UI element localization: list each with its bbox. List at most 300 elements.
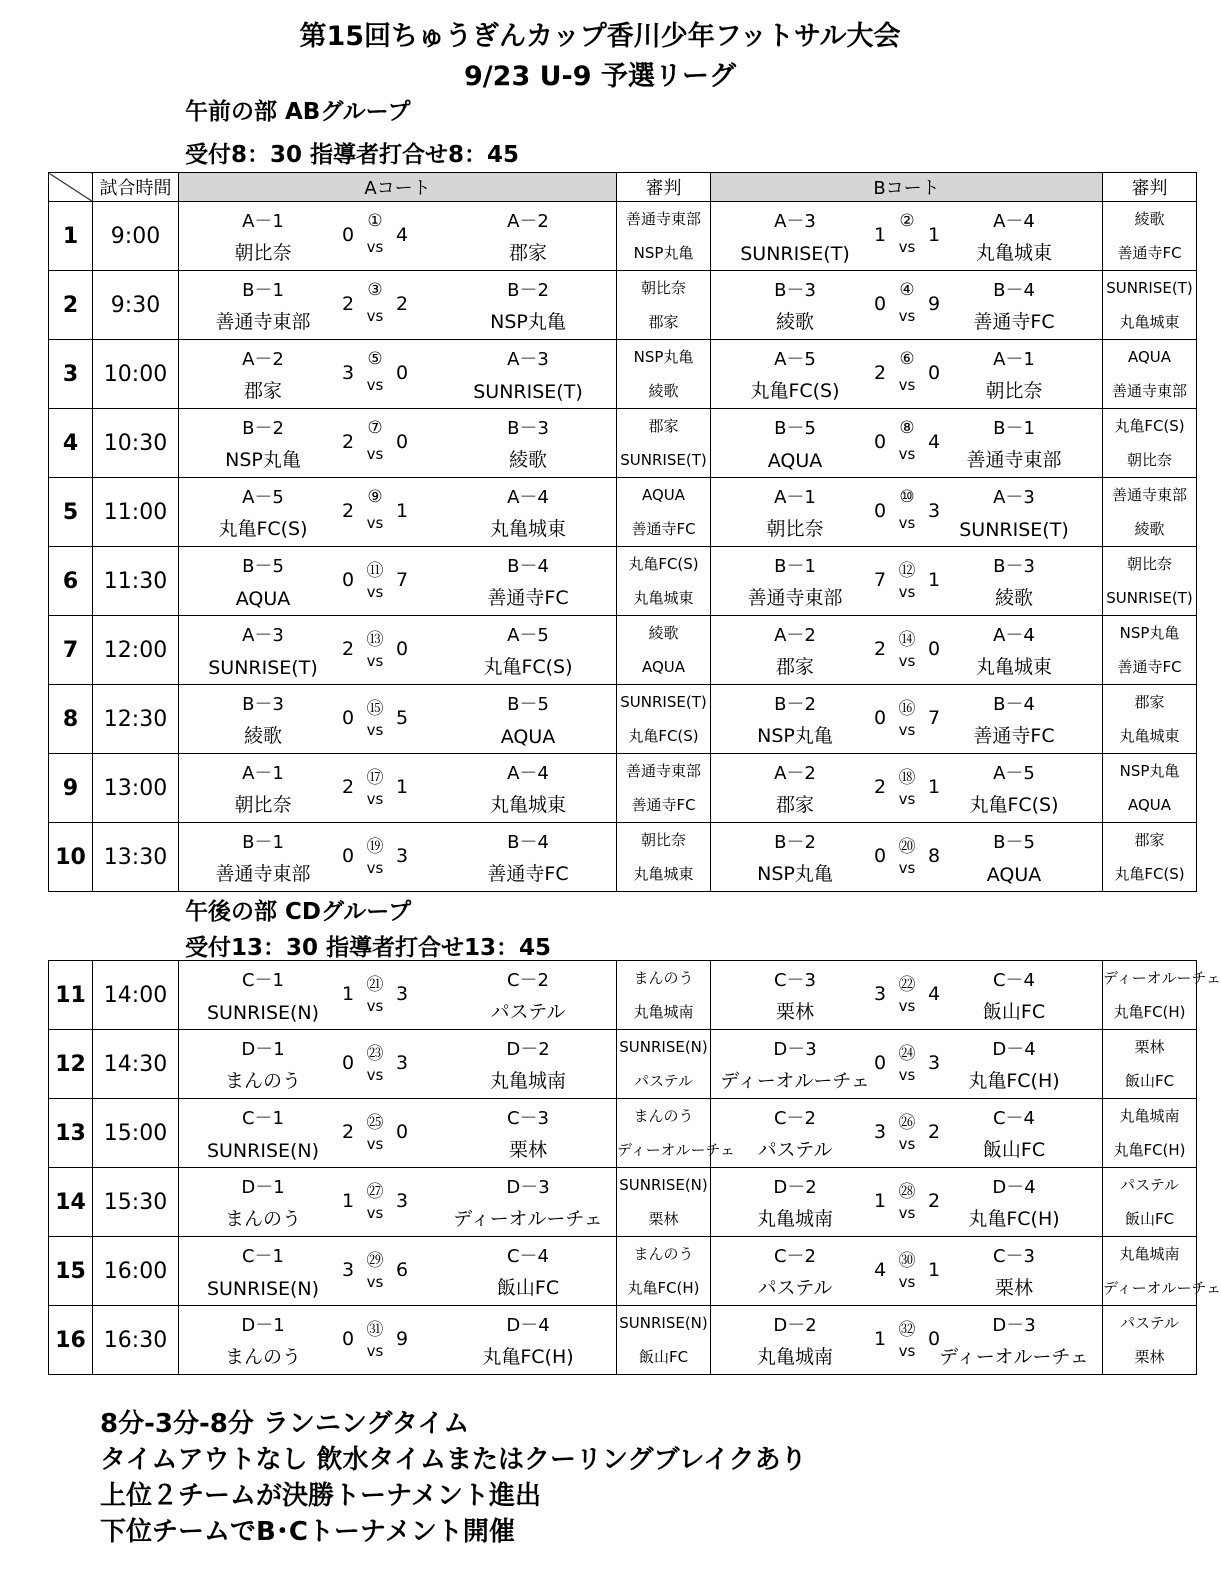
referee-2: 栗林	[1134, 1348, 1165, 1366]
vs-label: vs	[366, 997, 384, 1015]
home-score: 0	[873, 707, 887, 729]
court-match-cell	[711, 685, 1103, 754]
away-team: 丸亀FC(S)	[483, 656, 573, 678]
referee-2: 丸亀FC(S)	[1114, 865, 1185, 883]
court-match-cell	[179, 961, 617, 1030]
match-no: 3	[49, 340, 93, 409]
match-no: 8	[49, 685, 93, 754]
court-match-cell	[179, 1030, 617, 1099]
away-code: A－3	[507, 349, 549, 370]
away-score: 1	[927, 1259, 941, 1281]
referee-2: 丸亀城東	[1119, 727, 1180, 745]
referee-2: 善通寺FC	[631, 796, 696, 814]
match-number: ②	[899, 211, 915, 231]
diagonal-corner-cell	[49, 173, 93, 202]
match-time: 13:30	[93, 823, 179, 892]
referee-1: SUNRISE(N)	[619, 1038, 708, 1056]
referee-cell	[617, 1237, 711, 1306]
match-number: ⑬	[366, 630, 384, 650]
home-code: B－2	[242, 418, 284, 439]
court-match-cell	[179, 616, 617, 685]
match-row	[49, 478, 1197, 547]
referee-1: SUNRISE(T)	[620, 693, 707, 711]
away-code: B－5	[993, 832, 1035, 853]
home-score: 3	[873, 1121, 887, 1143]
court-match-cell	[179, 202, 617, 271]
referee-cell	[1103, 1099, 1197, 1168]
referee-1: 善通寺東部	[625, 210, 701, 228]
referee-1: まんのう	[633, 1107, 694, 1125]
away-score: 3	[395, 983, 409, 1005]
match-number: ㉔	[898, 1044, 916, 1064]
home-team: パステル	[757, 1139, 833, 1161]
vs-label: vs	[898, 859, 916, 877]
away-team: パステル	[490, 1001, 566, 1023]
away-score: 0	[395, 1121, 409, 1143]
home-code: C－2	[773, 1108, 817, 1129]
match-no: 4	[49, 409, 93, 478]
court-b-header: Bコート	[711, 173, 1103, 202]
away-score: 9	[395, 1328, 409, 1350]
home-team: 丸亀城南	[756, 1208, 833, 1230]
home-score: 0	[341, 707, 355, 729]
vs-label: vs	[366, 652, 384, 670]
away-code: D－2	[506, 1039, 550, 1060]
referee-cell	[1103, 271, 1197, 340]
referee-cell	[1103, 547, 1197, 616]
home-score: 2	[873, 638, 887, 660]
referee-cell	[1103, 409, 1197, 478]
home-team: まんのう	[224, 1346, 301, 1368]
match-number: ⑤	[367, 349, 383, 369]
referee-1: SUNRISE(N)	[619, 1176, 708, 1194]
home-team: 綾歌	[775, 311, 814, 333]
away-code: D－4	[506, 1315, 550, 1336]
match-row	[49, 271, 1197, 340]
court-match-cell	[179, 547, 617, 616]
match-row	[49, 547, 1197, 616]
court-match-cell	[179, 823, 617, 892]
home-code: A－1	[242, 211, 284, 232]
referee-cell	[1103, 823, 1197, 892]
match-no: 13	[49, 1099, 93, 1168]
home-score: 0	[341, 224, 355, 246]
referee-2: 善通寺FC	[1117, 244, 1182, 262]
home-code: D－2	[773, 1177, 817, 1198]
vs-label: vs	[898, 1066, 916, 1084]
referee-2: 飯山FC	[1124, 1210, 1175, 1228]
court-match-cell	[711, 1099, 1103, 1168]
home-team: 丸亀FC(S)	[218, 518, 308, 540]
vs-label: vs	[366, 238, 384, 256]
home-code: B－2	[774, 694, 816, 715]
away-team: 丸亀城東	[489, 518, 566, 540]
referee-1: パステル	[1120, 1176, 1179, 1194]
home-code: C－1	[241, 1108, 285, 1129]
match-row	[49, 1168, 1197, 1237]
court-match-cell	[711, 754, 1103, 823]
away-team: 綾歌	[994, 587, 1033, 609]
referee-1: NSP丸亀	[633, 348, 694, 366]
home-team: 綾歌	[243, 725, 282, 747]
home-score: 3	[341, 1259, 355, 1281]
referee-2: 綾歌	[648, 382, 679, 400]
home-team: ディーオルーチェ	[720, 1070, 870, 1092]
home-code: B－2	[774, 832, 816, 853]
home-team: まんのう	[224, 1208, 301, 1230]
referee-1: 綾歌	[648, 624, 679, 642]
away-team: NSP丸亀	[490, 311, 566, 333]
away-score: 6	[395, 1259, 409, 1281]
away-code: B－2	[507, 280, 549, 301]
home-score: 0	[341, 569, 355, 591]
match-number: ⑨	[367, 487, 383, 507]
home-team: NSP丸亀	[225, 449, 301, 471]
referee-1: 郡家	[1134, 831, 1165, 849]
away-team: ディーオルーチェ	[453, 1208, 603, 1230]
home-score: 3	[341, 362, 355, 384]
match-no: 6	[49, 547, 93, 616]
referee-1: 郡家	[648, 417, 679, 435]
away-team: 丸亀城東	[975, 656, 1052, 678]
referee-cell	[1103, 685, 1197, 754]
match-number: ⑭	[898, 630, 916, 650]
referee-2: 善通寺FC	[631, 520, 696, 538]
home-score: 2	[341, 431, 355, 453]
match-number: ㉘	[898, 1182, 916, 1202]
home-code: B－5	[774, 418, 816, 439]
home-code: B－3	[242, 694, 284, 715]
referee-cell	[617, 1168, 711, 1237]
away-score: 7	[927, 707, 941, 729]
match-time: 15:30	[93, 1168, 179, 1237]
vs-label: vs	[366, 859, 384, 877]
court-match-cell	[179, 1237, 617, 1306]
referee-1: 丸亀FC(S)	[1114, 417, 1185, 435]
match-row	[49, 685, 1197, 754]
home-code: B－3	[774, 280, 816, 301]
vs-label: vs	[366, 583, 384, 601]
away-team: 飯山FC	[982, 1001, 1046, 1023]
referee-cell	[617, 616, 711, 685]
referee-2: SUNRISE(T)	[1106, 589, 1193, 607]
match-number: ⑫	[898, 561, 916, 581]
court-match-cell	[179, 271, 617, 340]
away-score: 0	[395, 362, 409, 384]
referee-1: SUNRISE(N)	[619, 1314, 708, 1332]
away-code: A－4	[993, 211, 1035, 232]
away-team: 朝比奈	[985, 380, 1043, 402]
away-score: 2	[927, 1190, 941, 1212]
home-code: D－3	[773, 1039, 817, 1060]
away-team: AQUA	[986, 864, 1042, 886]
away-score: 0	[395, 638, 409, 660]
away-code: A－4	[507, 487, 549, 508]
home-team: NSP丸亀	[757, 863, 833, 885]
away-code: C－3	[506, 1108, 550, 1129]
match-number: ⑯	[898, 699, 916, 719]
away-code: B－5	[507, 694, 549, 715]
court-match-cell	[179, 409, 617, 478]
match-no: 12	[49, 1030, 93, 1099]
away-code: A－4	[993, 625, 1035, 646]
match-no: 7	[49, 616, 93, 685]
referee-1: SUNRISE(T)	[1106, 279, 1193, 297]
referee-cell	[617, 547, 711, 616]
match-number: ⑳	[898, 837, 916, 857]
home-team: まんのう	[224, 1070, 301, 1092]
away-score: 1	[927, 569, 941, 591]
note-line: 下位チームでB･Cトーナメント開催	[100, 1517, 515, 1547]
referee-cell	[617, 409, 711, 478]
home-team: SUNRISE(N)	[206, 1278, 320, 1300]
away-score: 0	[927, 362, 941, 384]
vs-label: vs	[898, 1204, 916, 1222]
home-score: 7	[873, 569, 887, 591]
match-row	[49, 409, 1197, 478]
away-score: 2	[395, 293, 409, 315]
match-number: ㉗	[366, 1182, 384, 1202]
match-number: ㉕	[366, 1113, 384, 1133]
home-code: D－1	[241, 1039, 285, 1060]
home-score: 2	[341, 293, 355, 315]
home-team: SUNRISE(N)	[206, 1002, 320, 1024]
match-time: 10:00	[93, 340, 179, 409]
referee-2: パステル	[634, 1072, 693, 1090]
referee-1: 朝比奈	[1126, 555, 1172, 573]
home-code: D－2	[773, 1315, 817, 1336]
match-no: 10	[49, 823, 93, 892]
court-match-cell	[179, 340, 617, 409]
vs-label: vs	[898, 514, 916, 532]
away-score: 5	[395, 707, 409, 729]
referee-cell	[617, 340, 711, 409]
home-team: 郡家	[775, 794, 814, 816]
home-score: 0	[873, 1052, 887, 1074]
away-score: 9	[927, 293, 941, 315]
home-score: 1	[873, 1328, 887, 1350]
referee-1: 善通寺東部	[625, 762, 701, 780]
home-score: 2	[341, 776, 355, 798]
match-no: 2	[49, 271, 93, 340]
away-team: 栗林	[994, 1277, 1033, 1299]
home-code: B－5	[242, 556, 284, 577]
vs-label: vs	[366, 1273, 384, 1291]
away-score: 8	[927, 845, 941, 867]
match-number: ㉛	[366, 1320, 384, 1340]
match-time: 9:30	[93, 271, 179, 340]
match-row	[49, 1306, 1197, 1375]
away-code: A－4	[507, 763, 549, 784]
home-score: 0	[873, 500, 887, 522]
referee-2: 丸亀FC(H)	[1113, 1003, 1186, 1021]
away-code: D－3	[992, 1315, 1036, 1336]
away-code: D－4	[992, 1039, 1036, 1060]
referee-cell	[1103, 754, 1197, 823]
home-score: 2	[341, 638, 355, 660]
home-score: 2	[873, 776, 887, 798]
court-match-cell	[179, 1099, 617, 1168]
home-score: 0	[873, 293, 887, 315]
referee-1: NSP丸亀	[1119, 762, 1180, 780]
vs-label: vs	[366, 307, 384, 325]
am-schedule-table	[48, 172, 1197, 892]
court-match-cell	[711, 409, 1103, 478]
referee-1: 丸亀FC(S)	[628, 555, 699, 573]
referee-2: 朝比奈	[1126, 451, 1172, 469]
away-code: C－4	[506, 1246, 550, 1267]
referee-cell	[1103, 1306, 1197, 1375]
referee-1: ディーオルーチェ	[1103, 969, 1221, 987]
match-row	[49, 616, 1197, 685]
referee-cell	[617, 1306, 711, 1375]
match-no: 11	[49, 961, 93, 1030]
match-no: 5	[49, 478, 93, 547]
away-score: 0	[927, 1328, 941, 1350]
away-code: A－1	[993, 349, 1035, 370]
referee-1: AQUA	[1127, 348, 1172, 366]
home-team: 善通寺東部	[215, 863, 311, 885]
home-team: SUNRISE(T)	[740, 243, 850, 265]
referee-2: 丸亀FC(H)	[627, 1279, 700, 1297]
away-team: SUNRISE(T)	[959, 519, 1069, 541]
pm-heading: 午後の部 CDグループ	[185, 899, 412, 925]
home-score: 2	[873, 362, 887, 384]
referee-cell	[617, 478, 711, 547]
referee-1: パステル	[1120, 1314, 1179, 1332]
referee-cell	[617, 823, 711, 892]
court-match-cell	[179, 685, 617, 754]
court-match-cell	[711, 1237, 1103, 1306]
vs-label: vs	[898, 1273, 916, 1291]
referee-1: AQUA	[641, 486, 686, 504]
match-row	[49, 1030, 1197, 1099]
time-header: 試合時間	[93, 173, 179, 202]
court-match-cell	[711, 1030, 1103, 1099]
away-code: B－4	[507, 556, 549, 577]
vs-label: vs	[898, 790, 916, 808]
match-number: ⑪	[366, 561, 384, 581]
away-team: 善通寺FC	[973, 311, 1055, 333]
referee-1: 郡家	[1134, 693, 1165, 711]
away-team: 丸亀城南	[489, 1070, 566, 1092]
vs-label: vs	[366, 1204, 384, 1222]
am-reception: 受付8：30 指導者打合せ8：45	[185, 142, 520, 168]
away-code: B－4	[993, 280, 1035, 301]
match-number: ④	[899, 280, 915, 300]
home-team: SUNRISE(T)	[208, 657, 318, 679]
away-score: 3	[927, 1052, 941, 1074]
note-line: 上位２チームが決勝トーナメント進出	[100, 1481, 541, 1511]
away-team: 丸亀FC(S)	[969, 794, 1059, 816]
court-match-cell	[711, 1306, 1103, 1375]
away-score: 3	[395, 1190, 409, 1212]
referee-2: ディーオルーチェ	[617, 1141, 736, 1159]
home-score: 2	[341, 500, 355, 522]
home-team: 朝比奈	[234, 794, 292, 816]
referee-1: 朝比奈	[640, 279, 686, 297]
away-team: 善通寺FC	[973, 725, 1055, 747]
court-match-cell	[179, 1168, 617, 1237]
referee-a-header: 審判	[617, 173, 711, 202]
away-code: C－4	[992, 1108, 1036, 1129]
referee-cell	[617, 271, 711, 340]
match-time: 15:00	[93, 1099, 179, 1168]
away-score: 3	[927, 500, 941, 522]
vs-label: vs	[366, 1342, 384, 1360]
home-code: D－1	[241, 1177, 285, 1198]
court-match-cell	[711, 271, 1103, 340]
away-score: 1	[395, 500, 409, 522]
referee-2: 善通寺東部	[1111, 382, 1187, 400]
referee-2: AQUA	[641, 658, 686, 676]
match-number: ⑩	[899, 487, 915, 507]
match-number: ⑮	[366, 699, 384, 719]
court-match-cell	[711, 202, 1103, 271]
vs-label: vs	[898, 307, 916, 325]
court-match-cell	[179, 478, 617, 547]
match-row	[49, 202, 1197, 271]
match-number: ⑲	[366, 837, 384, 857]
home-team: 郡家	[243, 380, 282, 402]
away-score: 0	[927, 638, 941, 660]
vs-label: vs	[898, 376, 916, 394]
home-team: 栗林	[775, 1001, 814, 1023]
vs-label: vs	[898, 652, 916, 670]
home-score: 1	[341, 983, 355, 1005]
vs-label: vs	[366, 1066, 384, 1084]
away-code: B－3	[993, 556, 1035, 577]
home-team: 善通寺東部	[215, 311, 311, 333]
away-score: 1	[927, 776, 941, 798]
pm-reception: 受付13：30 指導者打合せ13：45	[185, 935, 552, 961]
match-time: 14:30	[93, 1030, 179, 1099]
referee-1: まんのう	[633, 969, 694, 987]
vs-label: vs	[898, 997, 916, 1015]
referee-1: 綾歌	[1134, 210, 1165, 228]
court-match-cell	[179, 754, 617, 823]
home-team: 善通寺東部	[747, 587, 843, 609]
match-number: ㉓	[366, 1044, 384, 1064]
court-match-cell	[179, 1306, 617, 1375]
referee-2: 郡家	[648, 313, 679, 331]
home-code: A－2	[774, 763, 816, 784]
court-match-cell	[711, 340, 1103, 409]
away-code: A－3	[993, 487, 1035, 508]
referee-2: SUNRISE(T)	[620, 451, 707, 469]
referee-1: 朝比奈	[640, 831, 686, 849]
home-code: A－3	[774, 211, 816, 232]
referee-cell	[1103, 961, 1221, 1030]
referee-b-header: 審判	[1103, 173, 1197, 202]
match-time: 14:00	[93, 961, 179, 1030]
away-score: 1	[927, 224, 941, 246]
home-code: D－1	[241, 1315, 285, 1336]
referee-cell	[617, 754, 711, 823]
doc-subtitle: 9/23 U-9 予選リーグ	[464, 61, 736, 92]
referee-cell	[1103, 340, 1197, 409]
match-row	[49, 1237, 1197, 1306]
home-code: A－1	[242, 763, 284, 784]
home-score: 3	[873, 983, 887, 1005]
home-score: 0	[873, 845, 887, 867]
court-match-cell	[711, 961, 1103, 1030]
vs-label: vs	[898, 1135, 916, 1153]
home-team: 丸亀FC(S)	[750, 380, 840, 402]
referee-2: 善通寺FC	[1117, 658, 1182, 676]
note-line: タイムアウトなし 飲水タイムまたはクーリングブレイクあり	[100, 1445, 807, 1475]
away-team: 丸亀城東	[975, 242, 1052, 264]
